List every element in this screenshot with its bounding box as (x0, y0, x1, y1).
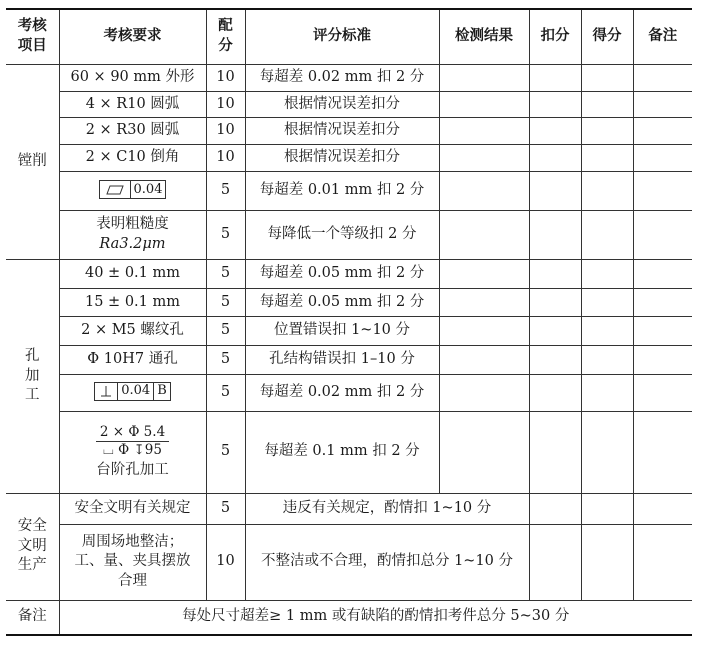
score-cell (581, 118, 633, 145)
result-cell (439, 259, 529, 288)
tolerance-value: 0.04 (133, 181, 163, 197)
remark-cell (633, 144, 692, 171)
remark-cell (633, 64, 692, 91)
perpendicularity-tolerance-frame (94, 382, 171, 401)
table-row (6, 524, 692, 600)
requirement-cell: 2 × C10 倒角 (59, 144, 206, 171)
score-cell (581, 171, 633, 210)
points-cell: 5 (206, 259, 245, 288)
points-cell: 5 (206, 493, 245, 524)
deduction-cell (529, 144, 581, 171)
header-category: 考核 项目 (6, 9, 59, 64)
remark-cell (633, 118, 692, 145)
deduction-cell (529, 374, 581, 411)
header-score: 得分 (581, 9, 633, 64)
header-result: 检测结果 (439, 9, 529, 64)
remark-cell (633, 259, 692, 288)
table-row (6, 144, 692, 171)
criteria-cell: 每超差 0.01 mm 扣 2 分 (245, 171, 439, 210)
header-requirement: 考核要求 (59, 9, 206, 64)
points-cell: 5 (206, 171, 245, 210)
points-cell: 10 (206, 524, 245, 600)
deduction-cell (529, 288, 581, 317)
remark-cell (633, 493, 692, 524)
points-cell: 10 (206, 144, 245, 171)
criteria-cell: 违反有关规定，酌情扣 1~10 分 (245, 493, 529, 524)
score-cell (581, 374, 633, 411)
footer-label: 备注 (6, 600, 59, 635)
scoring-table (6, 8, 692, 636)
score-cell (581, 346, 633, 375)
remark-cell (633, 91, 692, 118)
table-row (6, 91, 692, 118)
criteria-cell: 位置错误扣 1~10 分 (245, 317, 439, 346)
table-row (6, 493, 692, 524)
requirement-cell: $\frac{2 \times \Phi 5.4}{⌴ \Phi ↧95}$ 台阶孔加工 (59, 411, 206, 493)
result-cell (439, 374, 529, 411)
tolerance-value: 0.04 (118, 383, 154, 400)
deduction-cell (529, 118, 581, 145)
section-label-safety: 安全 文明 生产 (6, 493, 59, 600)
score-cell (581, 288, 633, 317)
requirement-cell (59, 374, 206, 411)
remark-cell (633, 411, 692, 493)
requirement-cell (59, 171, 206, 210)
result-cell (439, 317, 529, 346)
criteria-cell: 每超差 0.02 mm 扣 2 分 (245, 374, 439, 411)
result-cell (439, 144, 529, 171)
result-cell (439, 411, 529, 493)
result-cell (439, 64, 529, 91)
remark-cell (633, 346, 692, 375)
score-cell (581, 144, 633, 171)
requirement-cell: 周围场地整洁； 工、量、夹具摆放 合理 (59, 524, 206, 600)
result-cell (439, 288, 529, 317)
header-remark: 备注 (633, 9, 692, 64)
result-cell (439, 171, 529, 210)
points-cell: 5 (206, 288, 245, 317)
table-row (6, 259, 692, 288)
header-row (6, 9, 692, 64)
result-cell (439, 118, 529, 145)
remark-cell (633, 210, 692, 259)
deduction-cell (529, 210, 581, 259)
points-cell: 10 (206, 64, 245, 91)
section-label-turning: 镗削 (6, 64, 59, 259)
requirement-cell: 40 ± 0.1 mm (59, 259, 206, 288)
deduction-cell (529, 64, 581, 91)
criteria-cell: 孔结构错误扣 1–10 分 (245, 346, 439, 375)
header-deduction: 扣分 (529, 9, 581, 64)
deduction-cell (529, 259, 581, 288)
remark-cell (633, 374, 692, 411)
remark-cell (633, 317, 692, 346)
perpendicularity-icon (95, 383, 118, 400)
criteria-cell: 每超差 0.05 mm 扣 2 分 (245, 288, 439, 317)
remark-cell (633, 288, 692, 317)
header-criteria: 评分标准 (245, 9, 439, 64)
flatness-tolerance-frame (99, 180, 167, 199)
table-row (6, 411, 692, 493)
points-cell: 10 (206, 118, 245, 145)
table-row (6, 288, 692, 317)
criteria-cell: 不整洁或不合理，酌情扣总分 1~10 分 (245, 524, 529, 600)
score-cell (581, 259, 633, 288)
criteria-cell: 每超差 0.1 mm 扣 2 分 (245, 411, 439, 493)
counterbore-callout: $\frac{2 \times \Phi 5.4}{⌴ \Phi ↧95}$ (96, 424, 169, 459)
datum-letter: B (157, 383, 167, 399)
remark-cell (633, 524, 692, 600)
deduction-cell (529, 524, 581, 600)
points-cell: 10 (206, 91, 245, 118)
deduction-cell (529, 317, 581, 346)
requirement-cell: 2 × M5 螺纹孔 (59, 317, 206, 346)
table-row (6, 210, 692, 259)
criteria-cell: 根据情况误差扣分 (245, 118, 439, 145)
flatness-icon (100, 181, 131, 198)
footer-row (6, 600, 692, 635)
points-cell: 5 (206, 346, 245, 375)
points-cell: 5 (206, 411, 245, 493)
points-cell: 5 (206, 210, 245, 259)
score-cell (581, 493, 633, 524)
deduction-cell (529, 91, 581, 118)
table-row (6, 171, 692, 210)
requirement-cell: 表明粗糙度 Ra3.2μm (59, 210, 206, 259)
requirement-cell: 2 × R30 圆弧 (59, 118, 206, 145)
table-row (6, 374, 692, 411)
table-row (6, 64, 692, 91)
deduction-cell (529, 346, 581, 375)
requirement-cell: 60 × 90 mm 外形 (59, 64, 206, 91)
deduction-cell (529, 171, 581, 210)
score-cell (581, 317, 633, 346)
score-cell (581, 524, 633, 600)
section-label-holes: 孔 加 工 (6, 259, 59, 493)
points-cell: 5 (206, 374, 245, 411)
deduction-cell (529, 411, 581, 493)
result-cell (439, 91, 529, 118)
score-cell (581, 91, 633, 118)
score-cell (581, 64, 633, 91)
footer-text: 每处尺寸超差≥ 1 mm 或有缺陷的酌情扣考件总分 5~30 分 (59, 600, 692, 635)
result-cell (439, 210, 529, 259)
table-row (6, 317, 692, 346)
score-cell (581, 210, 633, 259)
remark-cell (633, 171, 692, 210)
result-cell (439, 346, 529, 375)
table-row (6, 118, 692, 145)
requirement-cell: Φ 10H7 通孔 (59, 346, 206, 375)
score-cell (581, 411, 633, 493)
requirement-cell: 安全文明有关规定 (59, 493, 206, 524)
table-row (6, 346, 692, 375)
criteria-cell: 每超差 0.02 mm 扣 2 分 (245, 64, 439, 91)
deduction-cell (529, 493, 581, 524)
criteria-cell: 根据情况误差扣分 (245, 144, 439, 171)
criteria-cell: 每降低一个等级扣 2 分 (245, 210, 439, 259)
points-cell: 5 (206, 317, 245, 346)
header-points: 配 分 (206, 9, 245, 64)
criteria-cell: 根据情况误差扣分 (245, 91, 439, 118)
requirement-cell: 15 ± 0.1 mm (59, 288, 206, 317)
criteria-cell: 每超差 0.05 mm 扣 2 分 (245, 259, 439, 288)
requirement-cell: 4 × R10 圆弧 (59, 91, 206, 118)
